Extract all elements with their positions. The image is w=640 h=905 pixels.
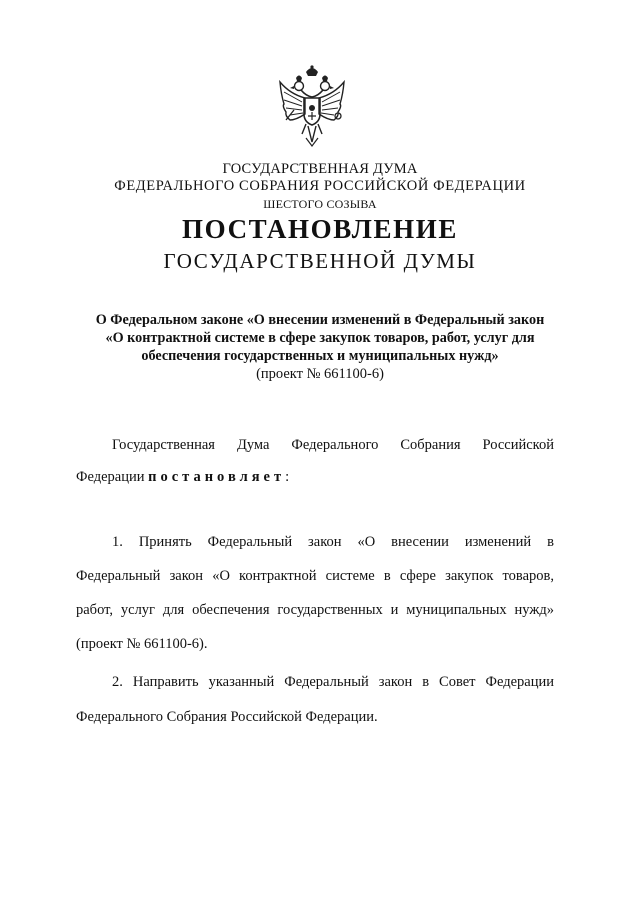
coat-of-arms-icon bbox=[272, 64, 352, 152]
item-1-text-line: (проект № 661100-6). bbox=[76, 636, 208, 652]
subject-line: обеспечения государственных и муниципальных нужд» bbox=[141, 348, 499, 364]
document-type-title: ПОСТАНОВЛЕНИЕ bbox=[182, 214, 458, 244]
org-line-duma: ГОСУДАРСТВЕННАЯ ДУМА bbox=[222, 161, 418, 177]
item-1-text-line: 1. Принять Федеральный закон «О внесении изменений в bbox=[112, 534, 554, 550]
resolves-word: постановляет bbox=[148, 469, 286, 485]
subject-line: О Федеральном законе «О внесении изменений в Федеральный закон bbox=[95, 312, 545, 328]
intro-text-line: Государственная Дума Федерального Собрания Российской bbox=[112, 437, 554, 453]
document-type-subtitle: ГОСУДАРСТВЕННОЙ ДУМЫ bbox=[163, 249, 477, 273]
intro-colon: : bbox=[285, 469, 290, 485]
intro-text-line bbox=[76, 469, 554, 486]
org-line-federal-assembly: ФЕДЕРАЛЬНОГО СОБРАНИЯ РОССИЙСКОЙ ФЕДЕРАЦИИ bbox=[114, 178, 526, 194]
project-number: (проект № 661100-6) bbox=[256, 366, 384, 382]
item-1-text-line: Федеральный закон «О контрактной системе в сфере закупок товаров, bbox=[76, 568, 554, 584]
item-1-text-line: работ, услуг для обеспечения государственных и муниципальных нужд» bbox=[76, 602, 554, 618]
item-2-text-line: 2. Направить указанный Федеральный закон в Совет Федерации bbox=[112, 674, 554, 690]
subject-line: «О контрактной системе в сфере закупок товаров, работ, услуг для bbox=[105, 330, 535, 346]
item-2-text-line: Федерального Собрания Российской Федерации. bbox=[76, 709, 378, 725]
org-line-convocation: ШЕСТОГО СОЗЫВА bbox=[263, 197, 377, 211]
intro-federation-word: Федерации bbox=[76, 469, 145, 485]
